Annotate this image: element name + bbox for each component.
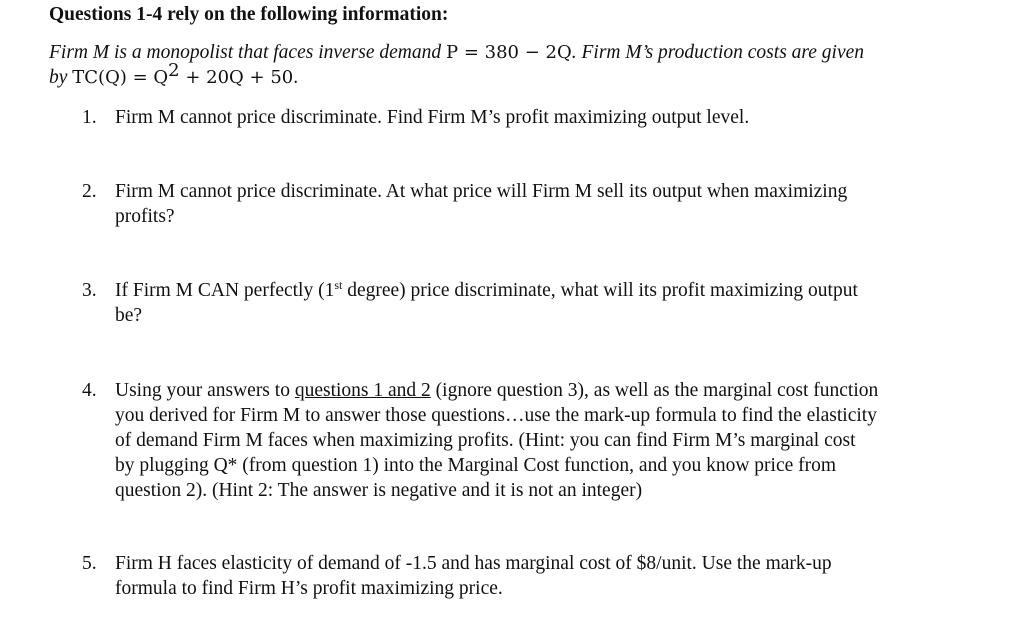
question-body [115, 105, 922, 130]
question-line: question 2). (Hint 2: The answer is negative and it is not an integer) [115, 480, 643, 501]
cost-exponent: 2 [168, 60, 180, 81]
question-body [115, 179, 922, 229]
intro-line-2 [49, 60, 949, 90]
question-line [115, 278, 922, 303]
question-text: degree) price discriminate, what will its profit maximizing output [342, 280, 858, 301]
intro-text-3: by [49, 67, 68, 88]
intro-text-2: . Firm M’s production costs are given [571, 42, 865, 63]
question-number: 4. [82, 380, 97, 401]
question-number: 3. [82, 280, 97, 301]
question-number: 1. [82, 107, 97, 128]
question-line [115, 378, 922, 403]
question-line: by plugging Q* (from question 1) into the Marginal Cost function, and you know price from [115, 455, 837, 476]
question-line: you derived for Firm M to answer those questions…use the mark-up formula to find the elasticity [115, 405, 877, 426]
cost-equation-left: TC(Q) = Q [72, 67, 169, 88]
question-2 [82, 179, 922, 229]
question-line: Firm M cannot price discriminate. Find Firm M’s profit maximizing output level. [115, 107, 750, 128]
question-3 [82, 278, 922, 328]
question-1 [82, 105, 922, 130]
question-line: profits? [115, 206, 175, 227]
question-line: of demand Firm M faces when maximizing profits. (Hint: you can find Firm M’s marginal cost [115, 430, 856, 451]
demand-equation: P = 380 − 2Q [446, 42, 572, 63]
question-text: If Firm M CAN perfectly (1 [115, 280, 335, 301]
intro-text-1: Firm M is a monopolist that faces inverse demand [49, 42, 442, 63]
intro-line-1 [49, 40, 949, 65]
intro-period: . [293, 67, 299, 88]
question-line: Firm M cannot price discriminate. At what price will Firm M sell its output when maximizing [115, 181, 848, 202]
question-number: 5. [82, 553, 97, 574]
question-body [115, 551, 922, 601]
ordinal-superscript: st [334, 278, 343, 292]
question-line: formula to find Firm H’s profit maximizing price. [115, 578, 503, 599]
underlined-reference: questions 1 and 2 [294, 380, 431, 401]
question-number: 2. [82, 181, 97, 202]
intro-paragraph [49, 40, 949, 90]
section-heading: Questions 1-4 rely on the following information: [49, 4, 449, 25]
question-body [115, 278, 922, 328]
question-line: be? [115, 305, 143, 326]
cost-equation-right: + 20Q + 50 [179, 67, 294, 88]
question-text: (ignore question 3), as well as the marginal cost function [430, 380, 879, 401]
question-text: Using your answers to [115, 380, 295, 401]
question-5 [82, 551, 922, 601]
question-line: Firm H faces elasticity of demand of -1.5 and has marginal cost of $8/unit. Use the mark-up [115, 553, 832, 574]
question-4 [82, 378, 922, 503]
question-body [115, 378, 922, 503]
